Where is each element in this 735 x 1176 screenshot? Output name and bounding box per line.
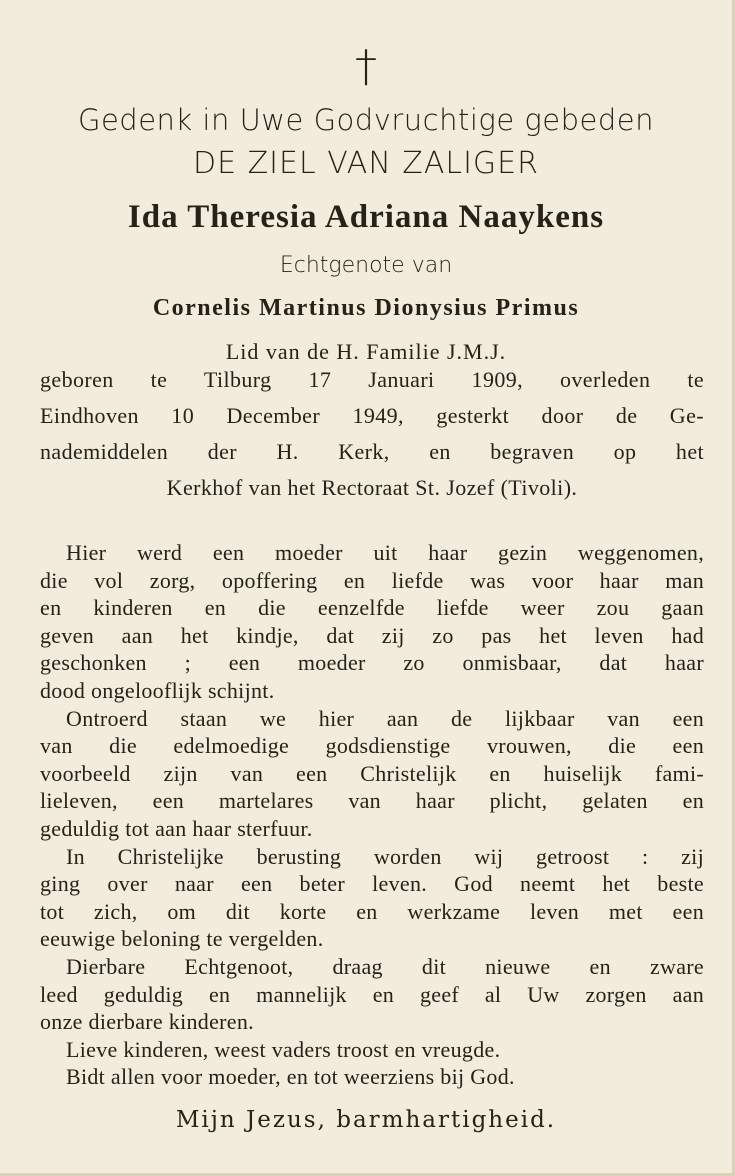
memorial-text [40, 539, 704, 1091]
text-line: Dierbare Echtgenoot, draag dit nieuwe en zware [66, 953, 704, 979]
spouse-label: Echtgenote van [279, 253, 453, 278]
text-line: tot zich, om dit korte en werkzame leven met een [40, 898, 704, 924]
text-line: ging over naar een beter leven. God neemt het beste [40, 871, 704, 897]
text-line: geven aan het kindje, dat zij zo pas het leven had [40, 622, 704, 648]
bio-line: nademiddelen der H. Kerk, en begraven op het [40, 439, 704, 464]
text-line: In Christelijke berusting worden wij getroost : zij [66, 843, 704, 869]
deceased-name: Ida Theresia Adriana Naaykens [127, 199, 605, 235]
soul-line: DE ZIEL VAN ZALIGER [193, 146, 539, 181]
text-line: geduldig tot aan haar sterfuur. [40, 815, 313, 841]
text-line: Bidt allen voor moeder, en tot weerziens bij God. [66, 1064, 515, 1090]
bio-line: Kerkhof van het Rectoraat St. Jozef (Tivoli). [166, 475, 578, 500]
text-line: Hier werd een moeder uit haar gezin weggenomen, [66, 540, 704, 565]
text-line: dood ongelooflijk schijnt. [40, 677, 275, 703]
bio-line: geboren te Tilburg 17 Januari 1909, overleden te [40, 367, 704, 392]
closing-prayer: Mijn Jezus, barmhartigheid. [175, 1107, 557, 1133]
text-line: van die edelmoedige godsdienstige vrouwen, die een [40, 733, 704, 759]
cross-icon: † [355, 41, 377, 92]
text-line: geschonken ; een moeder zo onmisbaar, dat haar [40, 650, 704, 676]
membership-line: Lid van de H. Familie J.M.J. [225, 339, 507, 364]
text-line: Lieve kinderen, weest vaders troost en vreugde. [66, 1036, 501, 1062]
text-line: voorbeeld zijn van een Christelijk en huiselijk fami- [40, 760, 704, 786]
biography [40, 362, 704, 506]
text-line: en kinderen en die eenzelfde liefde weer zou gaan [40, 595, 704, 621]
text-line: leed geduldig en mannelijk en geef al Uw zorgen aan [40, 981, 704, 1007]
text-line: Ontroerd staan we hier aan de lijkbaar van een [66, 705, 704, 731]
text-line: die vol zorg, opoffering en liefde was voor haar man [40, 567, 704, 593]
bio-line: Eindhoven 10 December 1949, gesterkt door de Ge- [40, 403, 704, 428]
card-header [0, 98, 732, 372]
spouse-name: Cornelis Martinus Dionysius Primus [152, 295, 580, 321]
intro-line: Gedenk in Uwe Godvruchtige gebeden [77, 103, 655, 137]
text-line: lieleven, een martelares van haar plicht, gelaten en [40, 788, 704, 814]
text-line: onze dierbare kinderen. [40, 1009, 254, 1035]
text-line: eeuwige beloning te vergelden. [40, 926, 324, 952]
